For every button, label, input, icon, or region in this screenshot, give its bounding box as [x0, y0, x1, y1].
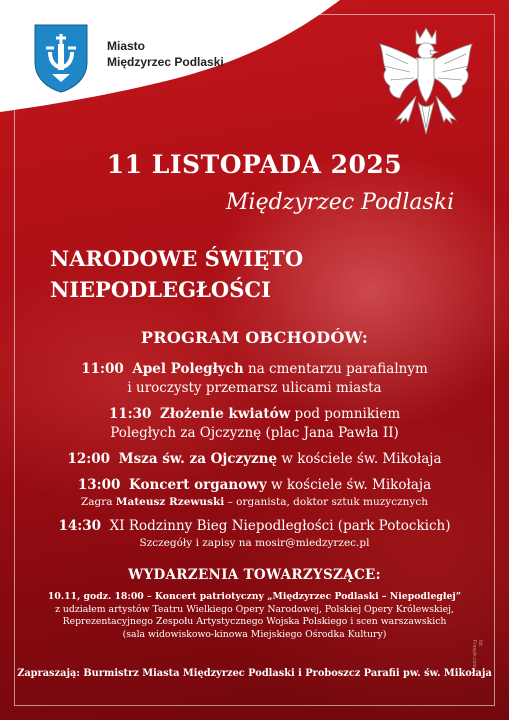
holiday-title-line1: NARODOWE ŚWIĘTO	[50, 246, 304, 271]
program-name: Koncert organowy	[129, 477, 267, 493]
program-item	[0, 476, 509, 510]
program-detail: i uroczysty przemarsz ulicami miasta	[127, 380, 382, 396]
program-list	[0, 360, 509, 558]
program-time: 12:00	[67, 451, 111, 467]
event-detail: (sala widowiskowo-kinowa Miejskiego Ośrodka Kultury)	[122, 628, 387, 640]
white-eagle-emblem-icon	[378, 24, 474, 142]
photo-credit: fot. Freepik.com	[471, 640, 483, 668]
events-heading: WYDARZENIA TOWARZYSZĄCE:	[128, 567, 381, 583]
program-name: Msza św. za Ojczyznę	[118, 451, 278, 467]
date-title: 11 LISTOPADA 2025	[106, 150, 403, 179]
program-time: 14:30	[58, 518, 102, 534]
holiday-title	[50, 243, 303, 305]
program-note: Szczegóły i zapisy na mosir@miedzyrzec.pl	[139, 537, 370, 549]
program-time: 13:00	[77, 477, 121, 493]
city-name-line1: Miasto	[107, 39, 146, 53]
program-place: XI Rodzinny Bieg Niepodległości (park Potockich)	[109, 518, 451, 534]
program-place: w kościele św. Mikołaja	[277, 451, 442, 467]
city-name-line2: Międzyrzec Podlaski	[107, 55, 224, 69]
event-detail: z udziałem artystów Teatru Wielkiego Opery Narodowej, Polskiej Opery Królewskiej,	[55, 603, 454, 615]
event-detail: Reprezentacyjnego Zespołu Artystycznego Wojska Polskiego i scen warszawskich	[62, 616, 447, 627]
holiday-title-line2: NIEPODLEGŁOŚCI	[50, 277, 271, 302]
program-place: na cmentarzu parafialnym	[243, 361, 428, 377]
events-list	[0, 591, 509, 641]
program-place: w kościele św. Mikołaja	[266, 477, 432, 493]
program-time: 11:30	[108, 406, 152, 422]
city-script-title: Międzyrzec Podlaski	[226, 190, 455, 215]
invitation-line: Zapraszają: Burmistrz Miasta Międzyrzec Podlaski i Proboszcz Parafii pw. św. Mikołaja	[17, 668, 492, 679]
event-title: 10.11, godz. 18:00 – Koncert patriotyczny „Międzyrzec Podlaski – Niepodległej”	[47, 591, 462, 602]
program-item	[0, 360, 509, 398]
program-name: Apel Poległych	[132, 361, 244, 377]
program-place: pod pomnikiem	[290, 406, 401, 422]
program-time: 11:00	[81, 361, 124, 377]
program-item	[0, 517, 509, 551]
city-name	[107, 38, 224, 70]
program-heading: PROGRAM OBCHODÓW:	[140, 328, 369, 347]
program-name: Złożenie kwiatów	[160, 406, 291, 422]
program-note: Zagra Mateusz Rzewuski – organista, doktor sztuk muzycznych	[80, 496, 428, 508]
program-item	[0, 450, 509, 469]
coat-of-arms-icon	[32, 22, 90, 94]
program-item	[0, 405, 509, 443]
program-detail: Poległych za Ojczyznę (plac Jana Pawła II)	[110, 425, 399, 441]
